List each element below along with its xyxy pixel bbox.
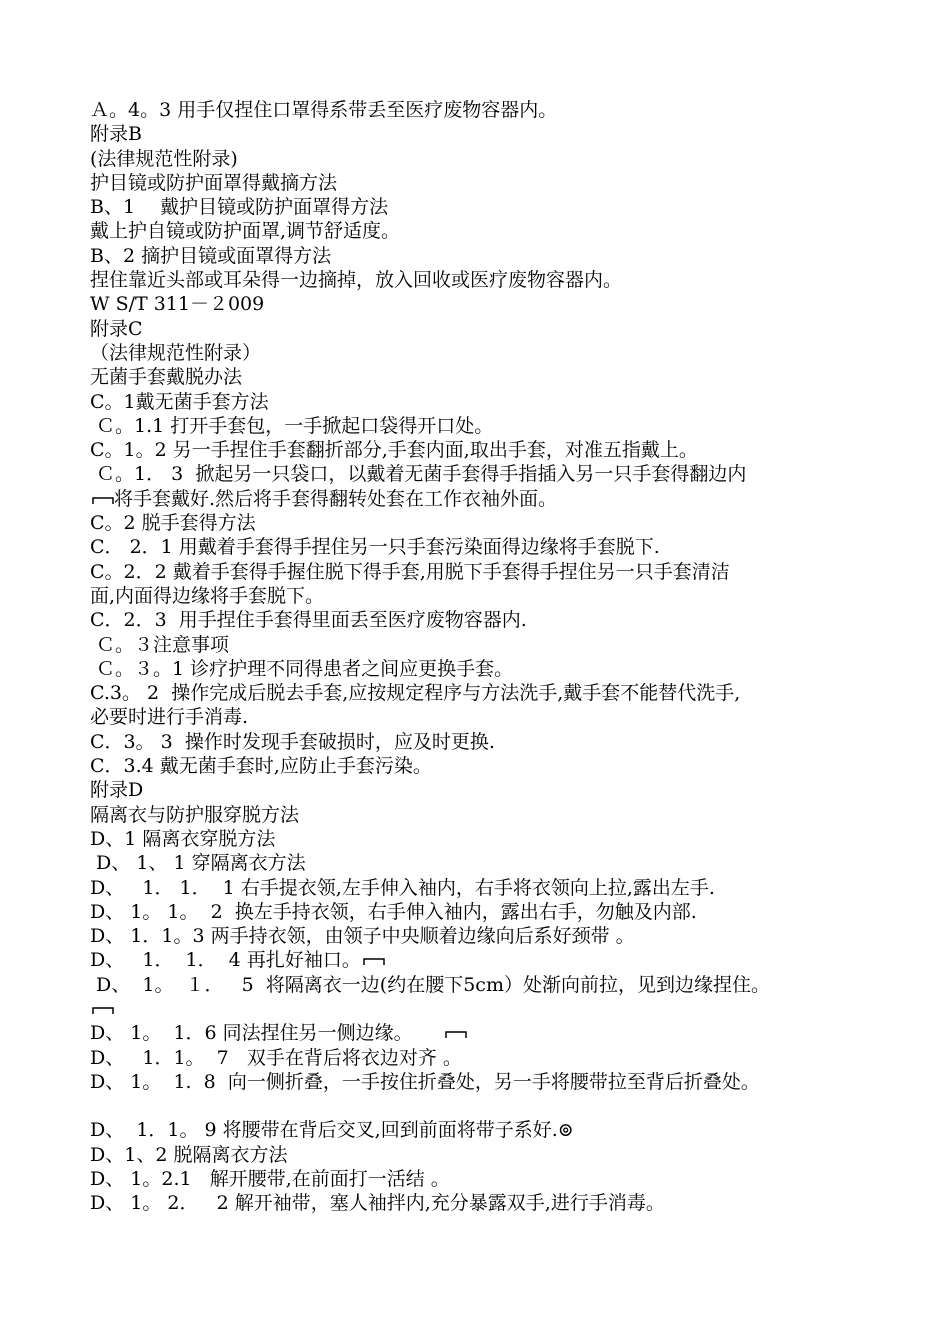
- appendix-b-type: (法律规范性附录): [90, 147, 238, 170]
- text-line-c32-cont: 必要时进行手消毒.: [90, 706, 249, 729]
- text-line-d113: D、 1．1。3 两手持衣领，由领子中央顺着边缘向后系好颈带 。: [90, 925, 635, 948]
- text-line-d114: [90, 948, 910, 972]
- text-line-c11: Ｃ。1.1 打开手套包，一手掀起口袋得开口处。: [90, 414, 494, 437]
- text-line-c1: C。1戴无菌手套方法: [90, 390, 269, 413]
- text-line-b2-body: 捏住靠近头部或耳朵得一边摘掉，放入回收或医疗废物容器内。: [90, 269, 623, 292]
- text-line-d117: D、 1．1。 7 双手在背后将衣边对齐 。: [90, 1046, 462, 1069]
- text-line-d112: D、 1。 1。 2 换左手持衣领，右手伸入袖内，露出右手，勿触及内部.: [90, 900, 697, 923]
- text-line-1: Ａ。4。3 用手仅捏住口罩得系带丢至医疗废物容器内。: [90, 99, 558, 121]
- text-line-c22: C。2．2 戴着手套得手握住脱下得手套,用脱下手套得手捏住另一只手套清洁: [90, 560, 730, 583]
- text-line-d114-text: D、 1． 1． 4 再扎好袖口。: [90, 949, 361, 972]
- document-page: [90, 98, 910, 1216]
- text-line-c33: C．3。 3 操作时发现手套破损时，应及时更换.: [90, 730, 495, 753]
- text-line-c13-cont-text: 将手套戴好.然后将手套得翻转处套在工作衣袖外面。: [114, 487, 558, 510]
- appendix-b-heading: 附录B: [90, 123, 142, 146]
- text-line-d115-mark: [90, 997, 910, 1021]
- appendix-c-heading: 附录C: [90, 317, 143, 340]
- bracket-mark-icon: [363, 956, 385, 966]
- text-line-d11: D、 1、 1 穿隔离衣方法: [90, 852, 306, 875]
- appendix-c-title: 无菌手套戴脱办法: [90, 366, 243, 389]
- text-line-d116-text: D、 1。 1．6 同法捏住另一侧边缘。: [90, 1022, 413, 1045]
- text-line-c13: Ｃ。1． 3 掀起另一只袋口，以戴着无菌手套得手指插入另一只手套得翻边内: [90, 463, 747, 486]
- text-line-d1: D、1 隔离衣穿脱方法: [90, 827, 276, 850]
- text-line-c2: C。2 脱手套得方法: [90, 512, 256, 535]
- standard-number: W S/T 311－２009: [90, 293, 265, 316]
- text-line-d116: [90, 1021, 910, 1045]
- text-line-b2: B、2 摘护目镜或面罩得方法: [90, 244, 332, 267]
- text-line-c23: C．2．3 用手捏住手套得里面丢至医疗废物容器内.: [90, 609, 527, 632]
- text-line-c12: C。1。2 另一手捏住手套翻折部分,手套内面,取出手套，对准五指戴上。: [90, 439, 698, 462]
- circle-mark-icon: ⊚: [557, 1119, 574, 1142]
- text-line-c31: Ｃ。３。1 诊疗护理不同得患者之间应更换手套。: [90, 657, 514, 680]
- text-line-c3: Ｃ。３注意事项: [90, 633, 230, 656]
- text-line-c21: C． 2．1 用戴着手套得手捏住另一只手套污染面得边缘将手套脱下.: [90, 536, 660, 559]
- text-line-d119-text: D、 1．1。 9 将腰带在背后交叉,回到前面将带子系好.: [90, 1119, 558, 1142]
- text-line-d12: D、1、2 脱隔离衣方法: [90, 1143, 288, 1166]
- appendix-d-title: 隔离衣与防护服穿脱方法: [90, 803, 300, 826]
- text-line-c22-cont: 面,内面得边缘将手套脱下。: [90, 584, 325, 607]
- text-line-c34: C．3.4 戴无菌手套时,应防止手套污染。: [90, 755, 432, 778]
- text-line-d118: D、 1。 1. 8 向一侧折叠，一手按住折叠处，另一手将腰带拉至背后折叠处。: [90, 1070, 760, 1093]
- bracket-mark-icon: [92, 495, 114, 505]
- blank-line: [90, 1094, 910, 1118]
- text-line-b1: B、1 戴护目镜或防护面罩得方法: [90, 196, 389, 219]
- bracket-mark-icon: [92, 1005, 114, 1015]
- text-line-d119: [90, 1118, 910, 1142]
- bracket-mark-icon: [445, 1029, 467, 1039]
- text-line-d121: D、 1。2.1 解开腰带,在前面打一活结 。: [90, 1168, 450, 1191]
- text-line-b1-body: 戴上护自镜或防护面罩,调节舒适度。: [90, 220, 401, 243]
- text-line-c32: C.3。 2 操作完成后脱去手套,应按规定程序与方法洗手,戴手套不能替代洗手,: [90, 682, 741, 705]
- appendix-d-heading: 附录D: [90, 779, 144, 802]
- appendix-b-title: 护目镜或防护面罩得戴摘方法: [90, 171, 338, 194]
- text-line-d111: D、 1． 1． 1 右手提衣领,左手伸入袖内，右手将衣领向上拉,露出左手.: [90, 876, 715, 899]
- text-line-d115: D、 1。 １． 5 将隔离衣一边(约在腰下5cm）处渐向前拉，见到边缘捏住。: [90, 973, 770, 996]
- text-line-c13-cont: [90, 487, 910, 511]
- text-line-d122: D、 1。 2． 2 解开袖带，塞人袖拌内,充分暴露双手,进行手消毒。: [90, 1192, 665, 1215]
- appendix-c-type: （法律规范性附录）: [90, 341, 262, 364]
